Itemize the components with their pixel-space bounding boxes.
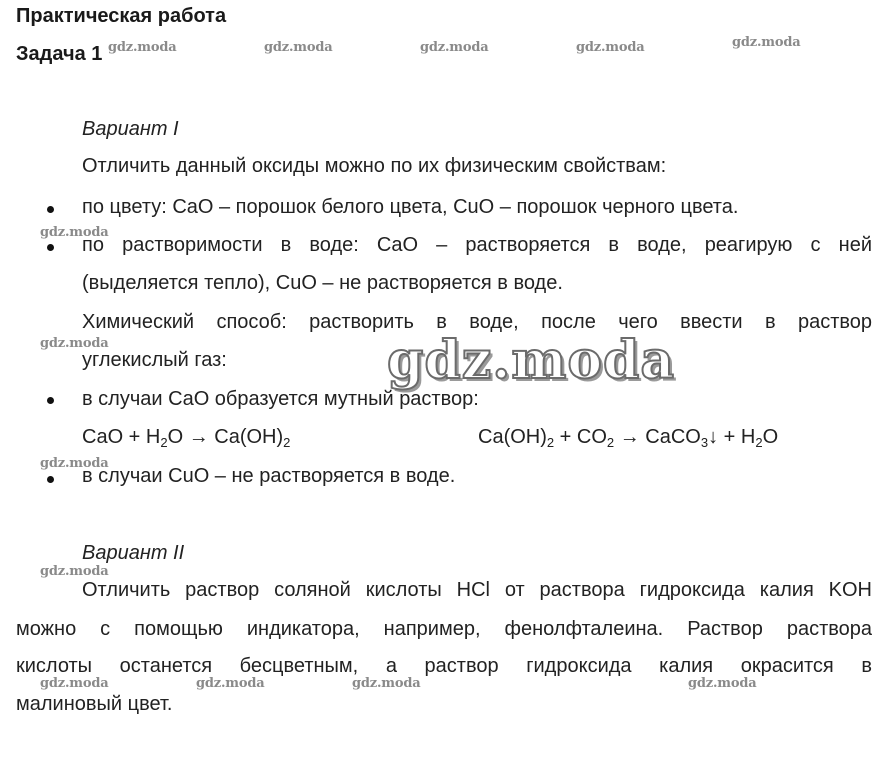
watermark: gdz.moda [576,40,645,55]
watermark: gdz.moda [40,336,109,351]
bullet-icon [47,206,54,213]
task-title: Задача 1 [16,43,103,65]
variant2-line2: можно с помощью индикатора, например, фенолфталеина. Раствор раствора [16,618,872,640]
page-title: Практическая работа [16,5,227,27]
watermark: gdz.moda [420,40,489,55]
bullet-icon [47,244,54,251]
watermark: gdz.moda [264,40,333,55]
chem-method-line1: Химический способ: растворить в воде, после чего ввести в раствор [82,311,872,333]
variant1-intro: Отличить данный оксиды можно по их физическим свойствам: [82,155,667,177]
watermark-large: gdz.moda [387,330,676,391]
bullet-cao-text: в случаи CaO образуется мутный раствор: [82,388,479,410]
variant2-line3: кислоты останется бесцветным, а раствор гидроксида калия окрасится в [16,655,872,677]
equation-1: CaO + $H_2O \to Ca(OH)_2$ [82,426,291,450]
variant2-heading: Вариант II [82,542,185,564]
watermark: gdz.moda [732,35,801,50]
watermark: gdz.moda [40,676,109,691]
variant1-heading: Вариант I [82,118,179,140]
watermark: gdz.moda [196,676,265,691]
watermark: gdz.moda [40,564,109,579]
watermark: gdz.moda [352,676,421,691]
variant2-line1: Отличить раствор соляной кислоты HCl от раствора гидроксида калия KOH [82,579,872,601]
chem-method-line2: углекислый газ: [82,349,227,371]
watermark: gdz.moda [40,456,109,471]
watermark: gdz.moda [40,225,109,240]
bullet-solubility-line2: (выделяется тепло), CuO – не растворяется в воде. [82,272,563,294]
variant2-line4: малиновый цвет. [16,693,173,715]
bullet-cuo-text: в случаи CuO – не растворяется в воде. [82,465,456,487]
bullet-color-text: по цвету: CaO – порошок белого цвета, CuO – порошок черного цвета. [82,196,739,218]
bullet-icon [47,476,54,483]
bullet-icon [47,397,54,404]
equation-2: $Ca(OH)_2 + CO_2$ → CaCO$_3$↓ + $H_2O$ [478,426,779,450]
bullet-solubility-line1: по растворимости в воде: CaO – растворяется в воде, реагирую с ней [82,234,872,256]
watermark: gdz.moda [688,676,757,691]
watermark: gdz.moda [108,40,177,55]
